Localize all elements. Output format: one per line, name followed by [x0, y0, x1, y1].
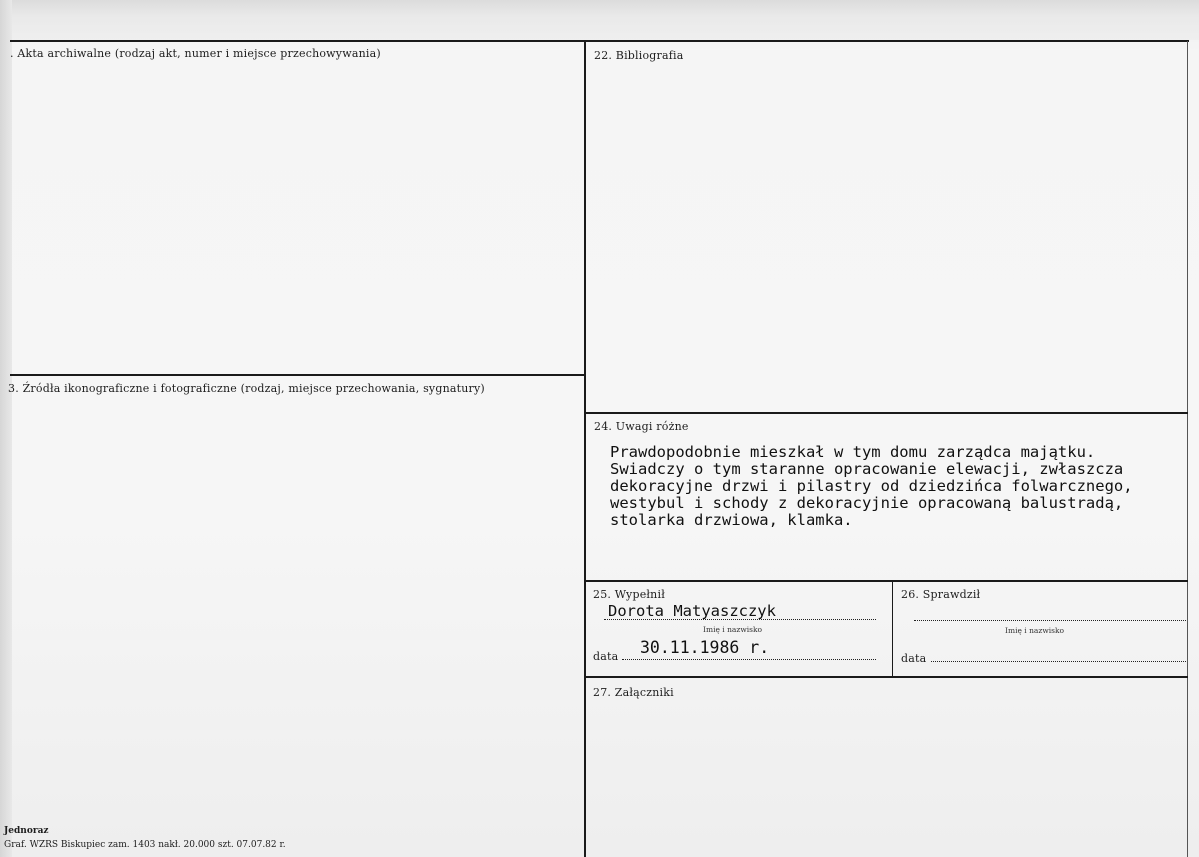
filled-by-date-label: data	[593, 650, 619, 663]
scan-top-band	[0, 0, 1199, 40]
left-section-divider	[10, 374, 585, 376]
footer-line-1: Jednoraz	[4, 826, 49, 836]
checked-by-date-label: data	[901, 652, 927, 665]
filled-by-name: Dorota Matyaszczyk	[608, 602, 776, 620]
remarks-line-4: westybul i schody z dekoracyjnie opracowaną balustradą,	[610, 494, 1124, 512]
checked-by-date-line	[931, 661, 1186, 662]
section-21-label: . Akta archiwalne (rodzaj akt, numer i miejsce przechowywania)	[10, 47, 381, 60]
remarks-line-2: Swiadczy o tym staranne opracowanie elewacji, zwłaszcza	[610, 460, 1124, 478]
section-27-label: 27. Załączniki	[593, 686, 674, 699]
filled-by-date: 30.11.1986 r.	[640, 638, 770, 657]
checked-by-name-line	[914, 620, 1186, 621]
divider-25-26	[892, 581, 893, 677]
section-25-label: 25. Wypełnił	[593, 588, 665, 601]
checked-by-name-caption: Imię i nazwisko	[1005, 626, 1065, 635]
filled-by-date-line	[622, 659, 876, 660]
top-rule	[10, 40, 1189, 42]
remarks-line-1: Prawdopodobnie mieszkał w tym domu zarządca majątku.	[610, 443, 1096, 461]
remarks-line-5: stolarka drzwiowa, klamka.	[610, 511, 853, 529]
right-section-divider-26-27	[585, 676, 1188, 678]
footer-line-2: Graf. WZRS Biskupiec zam. 1403 nakł. 20.000 szt. 07.07.82 r.	[4, 840, 286, 850]
center-divider	[584, 41, 586, 857]
scan-left-edge	[0, 0, 12, 857]
right-border	[1187, 41, 1188, 857]
right-section-divider-22-24	[585, 412, 1188, 414]
section-23-label: 3. Źródła ikonograficzne i fotograficzne (rodzaj, miejsce przechowania, sygnatury)	[8, 382, 485, 395]
filled-by-name-caption: Imię i nazwisko	[703, 625, 763, 634]
section-24-label: 24. Uwagi różne	[594, 420, 689, 433]
section-22-label: 22. Bibliografia	[594, 49, 684, 62]
section-26-label: 26. Sprawdził	[901, 588, 981, 601]
remarks-line-3: dekoracyjne drzwi i pilastry od dziedzińca folwarcznego,	[610, 477, 1133, 495]
right-section-divider-24-25	[585, 580, 1188, 582]
filled-by-name-line	[604, 619, 876, 620]
